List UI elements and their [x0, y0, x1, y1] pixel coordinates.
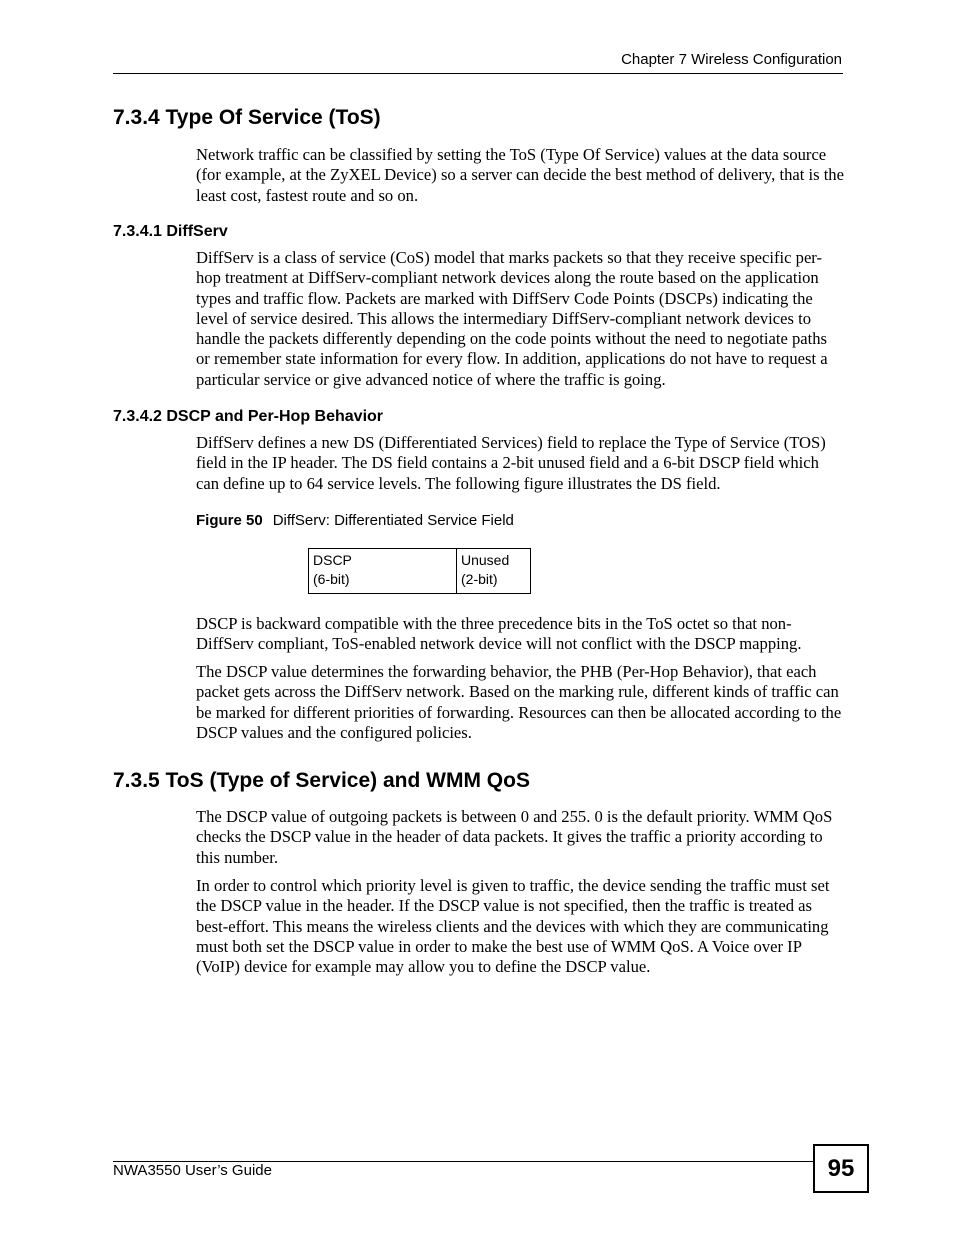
ds-field-dscp-cell — [309, 549, 457, 593]
subsection-heading-diffserv: 7.3.4.1 DiffServ — [113, 223, 228, 240]
subsection-heading-dscp: 7.3.4.2 DSCP and Per-Hop Behavior — [113, 408, 384, 425]
chapter-header: Chapter 7 Wireless Configuration — [621, 51, 842, 68]
tos-intro-paragraph: Network traffic can be classified by setting the ToS (Type Of Service) values at the data source (for example, at the ZyXEL Device) so a server can decide the best method of delivery, that is the least cost, fastest route and so on. — [196, 145, 844, 205]
dscp-phb-paragraph: The DSCP value determines the forwarding behavior, the PHB (Per-Hop Behavior), that each packet gets across the DiffServ network. Based on the marking rule, different kinds of traffic can be marked for different priorities of forwarding. Resources can then be allocated according to the DSCP values and the configured policies. — [196, 662, 842, 742]
ds-field-dscp-name: DSCP — [313, 552, 352, 568]
ds-field-unused-name: Unused — [461, 552, 510, 568]
guide-title: NWA3550 User’s Guide — [113, 1162, 272, 1179]
ds-field-dscp-bits: (6-bit) — [313, 571, 350, 587]
dscp-compat-paragraph: DSCP is backward compatible with the three precedence bits in the ToS octet so that non-DiffServ compliant, ToS-enabled network device will not conflict with the DSCP mapping. — [196, 614, 802, 654]
figure-number: Figure 50 — [196, 512, 263, 529]
section-heading-wmm: 7.3.5 ToS (Type of Service) and WMM QoS — [113, 769, 530, 792]
ds-field-diagram — [308, 548, 531, 594]
figure-title: DiffServ: Differentiated Service Field — [272, 512, 514, 529]
dscp-paragraph: DiffServ defines a new DS (Differentiated Services) field to replace the Type of Service (TOS) field in the IP header. The DS field contains a 2-bit unused field and a 6-bit DSCP field which can define up to 64 service levels. The following figure illustrates the DS field. — [196, 433, 826, 493]
ds-field-unused-bits: (2-bit) — [461, 571, 498, 587]
diffserv-paragraph: DiffServ is a class of service (CoS) model that marks packets so that they receive specific per-hop treatment at DiffServ-compliant network devices along the route based on the application types and traffic flow. Packets are marked with DiffServ Code Points (DSCPs) indicating the level of service desired. This allows the intermediary DiffServ-compliant network devices to handle the packets differently depending on the code points without the need to negotiate paths or remember state information for every flow. In addition, applications do not have to request a particular service or give advanced notice of where the traffic is going. — [196, 248, 828, 389]
section-heading-tos: 7.3.4 Type Of Service (ToS) — [113, 106, 381, 129]
wmm-paragraph-1: The DSCP value of outgoing packets is between 0 and 255. 0 is the default priority. WMM QoS checks the DSCP value in the header of data packets. It gives the traffic a priority according to this number. — [196, 807, 833, 867]
figure-caption — [196, 512, 514, 529]
wmm-paragraph-2: In order to control which priority level is given to traffic, the device sending the traffic must set the DSCP value in the header. If the DSCP value is not specified, then the traffic is treated as best-effort. This means the wireless clients and the devices with which they are communicating must both set the DSCP value in order to make the best use of WMM QoS. A Voice over IP (VoIP) device for example may allow you to define the DSCP value. — [196, 876, 830, 977]
header-divider — [113, 73, 843, 74]
page-number: 95 — [813, 1144, 869, 1193]
ds-field-unused-cell — [457, 549, 530, 593]
